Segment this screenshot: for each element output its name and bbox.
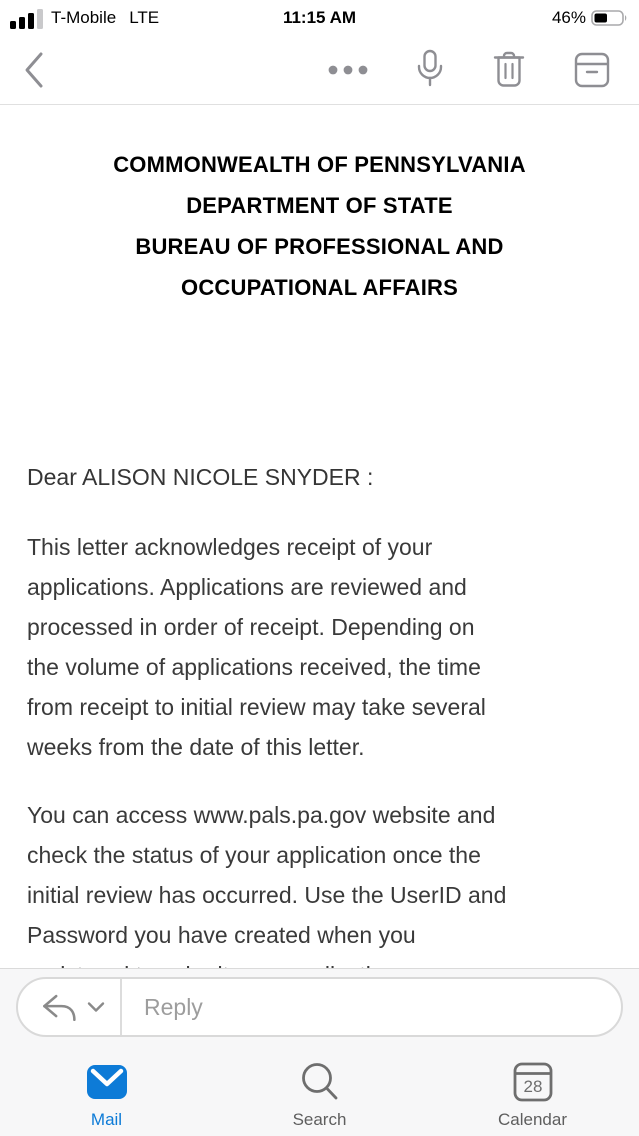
dictate-button[interactable] xyxy=(415,49,445,91)
body-line: You can access www.pals.pa.gov website and xyxy=(27,802,496,828)
body-line: check the status of your application once the xyxy=(27,842,481,868)
paragraph-2 xyxy=(27,795,612,995)
paragraph-1 xyxy=(27,527,612,767)
delete-button[interactable] xyxy=(491,49,527,91)
body-line: initial review has occurred. Use the UserID and xyxy=(27,882,507,908)
trash-icon xyxy=(491,49,527,91)
email-toolbar xyxy=(0,36,639,105)
tab-search[interactable] xyxy=(213,1059,426,1130)
battery-icon xyxy=(591,8,629,28)
letterhead-line: BUREAU OF PROFESSIONAL AND xyxy=(135,234,504,259)
status-bar xyxy=(0,0,639,36)
body-line: from receipt to initial review may take several xyxy=(27,694,486,720)
email-letterhead xyxy=(27,144,612,308)
archive-button[interactable] xyxy=(573,50,611,90)
tab-mail[interactable] xyxy=(0,1059,213,1130)
archive-box-icon xyxy=(573,50,611,90)
body-line: Password you have created when you xyxy=(27,922,416,948)
ellipsis-icon xyxy=(327,64,369,76)
chevron-down-icon xyxy=(86,1000,106,1014)
mail-envelope-icon xyxy=(84,1061,130,1103)
status-left xyxy=(10,6,159,30)
clock: 11:15 AM xyxy=(282,8,357,27)
toolbar-actions xyxy=(327,49,639,91)
letterhead-line: OCCUPATIONAL AFFAIRS xyxy=(181,275,458,300)
microphone-icon xyxy=(415,49,445,91)
body-line: This letter acknowledges receipt of your xyxy=(27,534,433,560)
tab-bar xyxy=(0,1059,639,1130)
carrier-label: T-Mobile xyxy=(51,8,117,27)
reply-action-button[interactable] xyxy=(18,979,120,1035)
reply-input-bar[interactable] xyxy=(16,977,623,1037)
battery-percent-label: 46% xyxy=(551,8,586,27)
reply-text-field[interactable]: Reply xyxy=(144,993,203,1020)
calendar-icon xyxy=(510,1060,556,1104)
chevron-left-icon xyxy=(22,49,46,91)
email-body xyxy=(0,106,639,968)
body-line: weeks from the date of this letter. xyxy=(27,734,365,760)
tab-calendar-label: Calendar xyxy=(498,1110,567,1129)
back-button[interactable] xyxy=(22,49,46,91)
reply-arrow-icon xyxy=(38,990,78,1024)
tab-search-label: Search xyxy=(292,1110,347,1129)
cellular-signal-icon xyxy=(10,6,44,30)
letterhead-line: COMMONWEALTH OF PENNSYLVANIA xyxy=(113,152,526,177)
calendar-day-number: 28 xyxy=(523,1077,542,1096)
tab-mail-label: Mail xyxy=(90,1110,123,1129)
bottom-bar xyxy=(0,968,639,1136)
letterhead-line: DEPARTMENT OF STATE xyxy=(186,193,453,218)
more-options-button[interactable] xyxy=(327,64,369,76)
tab-calendar[interactable] xyxy=(426,1059,639,1130)
status-right xyxy=(552,8,629,28)
salutation: Dear ALISON NICOLE SNYDER : xyxy=(27,464,374,490)
search-icon xyxy=(297,1060,343,1104)
body-line: applications. Applications are reviewed and xyxy=(27,574,467,600)
body-line: processed in order of receipt. Depending on xyxy=(27,614,475,640)
network-type-label: LTE xyxy=(129,8,160,27)
body-line: the volume of applications received, the time xyxy=(27,654,481,680)
